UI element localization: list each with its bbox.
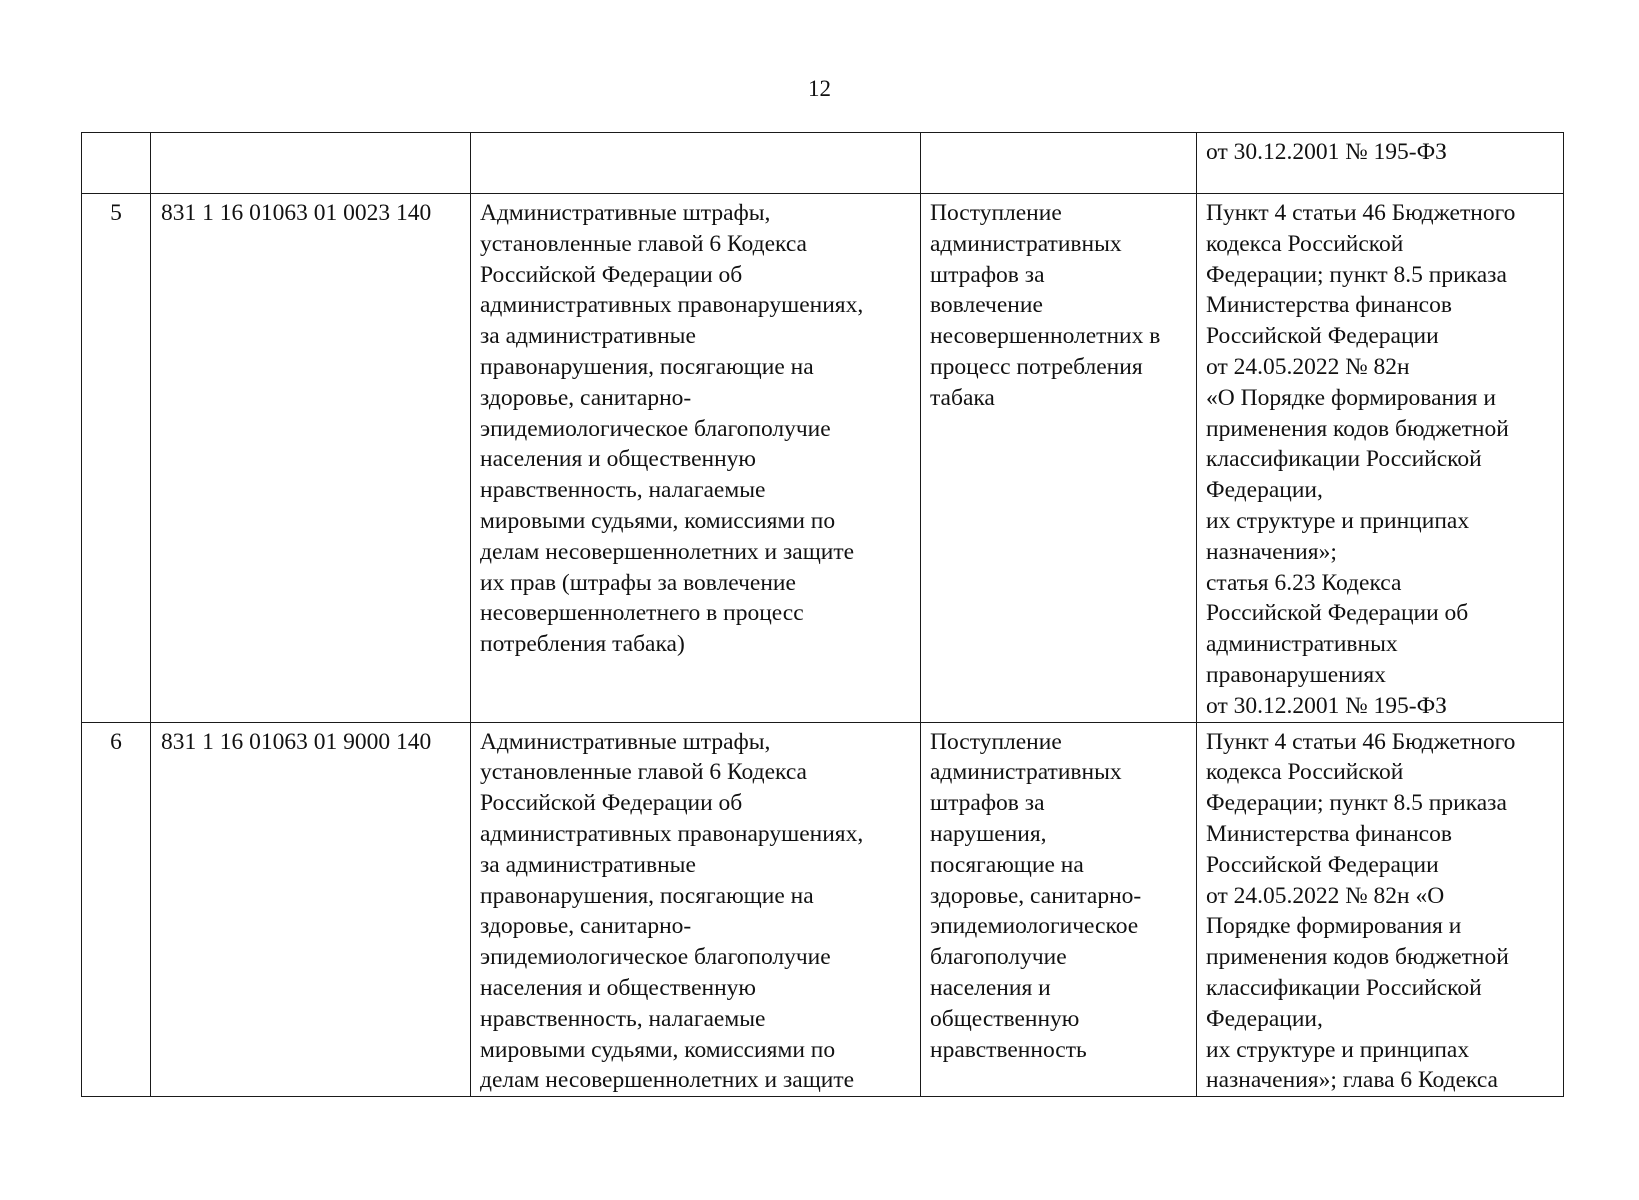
budget-code-cell: 831 1 16 01063 01 0023 140 xyxy=(151,194,471,723)
description-cell xyxy=(471,194,921,723)
legal-basis-text: Пункт 4 статьи 46 Бюджетного кодекса Российской Федерации; пункт 8.5 приказа Министерства финансов Российской Федерации от 24.05.2022 № 82н «О Порядке формирования и применения кодов бюджетной классификации Российской Федерации, их структуре и принципах назначения»; статья 6.23 Кодекса Российской Федерации об административных правонарушениях от 30.12.2001 № 195-ФЗ xyxy=(1206,200,1516,719)
legal-basis-text: Пункт 4 статьи 46 Бюджетного кодекса Российской Федерации; пункт 8.5 приказа Министерства финансов Российской Федерации от 24.05.2022 № 82н «О Порядке формирования и применения кодов бюджетной классификации Российской Федерации, их структуре и принципах назначения»; глава 6 Кодекса xyxy=(1206,728,1516,1094)
description-cell xyxy=(471,133,921,194)
table-row xyxy=(82,722,1564,1097)
description-text: Административные штрафы, установленные главой 6 Кодекса Российской Федерации об административных правонарушениях, за административные правонарушения, посягающие на здоровье, санитарно- эпидемиологическое благополучие населения и общественную нравственность, налагаемые мировыми судьями, комиссиями по делам несовершеннолетних и защите xyxy=(480,728,864,1094)
budget-code-cell: 831 1 16 01063 01 9000 140 xyxy=(151,722,471,1097)
table-row xyxy=(82,194,1564,723)
description-text: Административные штрафы, установленные главой 6 Кодекса Российской Федерации об административных правонарушениях, за административные правонарушения, посягающие на здоровье, санитарно- эпидемиологическое благополучие населения и общественную нравственность, налагаемые мировыми судьями, комиссиями по делам несовершеннолетних и защите их прав (штрафы за вовлечение несовершеннолетнего в процесс потребления табака) xyxy=(480,200,864,658)
description-cell xyxy=(471,722,921,1097)
row-number-cell: 6 xyxy=(82,722,151,1097)
legal-basis-cell xyxy=(1197,722,1564,1097)
budget-classification-table xyxy=(81,132,1564,1097)
page-number: 12 xyxy=(808,76,831,101)
income-type-text: Поступление административных штрафов за вовлечение несовершеннолетних в процесс потребления табака xyxy=(930,200,1161,411)
legal-basis-text: от 30.12.2001 № 195-ФЗ xyxy=(1206,139,1447,165)
legal-basis-cell xyxy=(1197,194,1564,723)
budget-code-cell xyxy=(151,133,471,194)
income-type-cell xyxy=(921,133,1197,194)
income-type-text: Поступление административных штрафов за нарушения, посягающие на здоровье, санитарно- эпидемиологическое благополучие населения и общественную нравственность xyxy=(930,728,1142,1063)
row-number-cell: 5 xyxy=(82,194,151,723)
row-number-cell xyxy=(82,133,151,194)
table-row-continuation xyxy=(82,133,1564,194)
income-type-cell xyxy=(921,722,1197,1097)
legal-basis-cell xyxy=(1197,133,1564,194)
income-type-cell xyxy=(921,194,1197,723)
